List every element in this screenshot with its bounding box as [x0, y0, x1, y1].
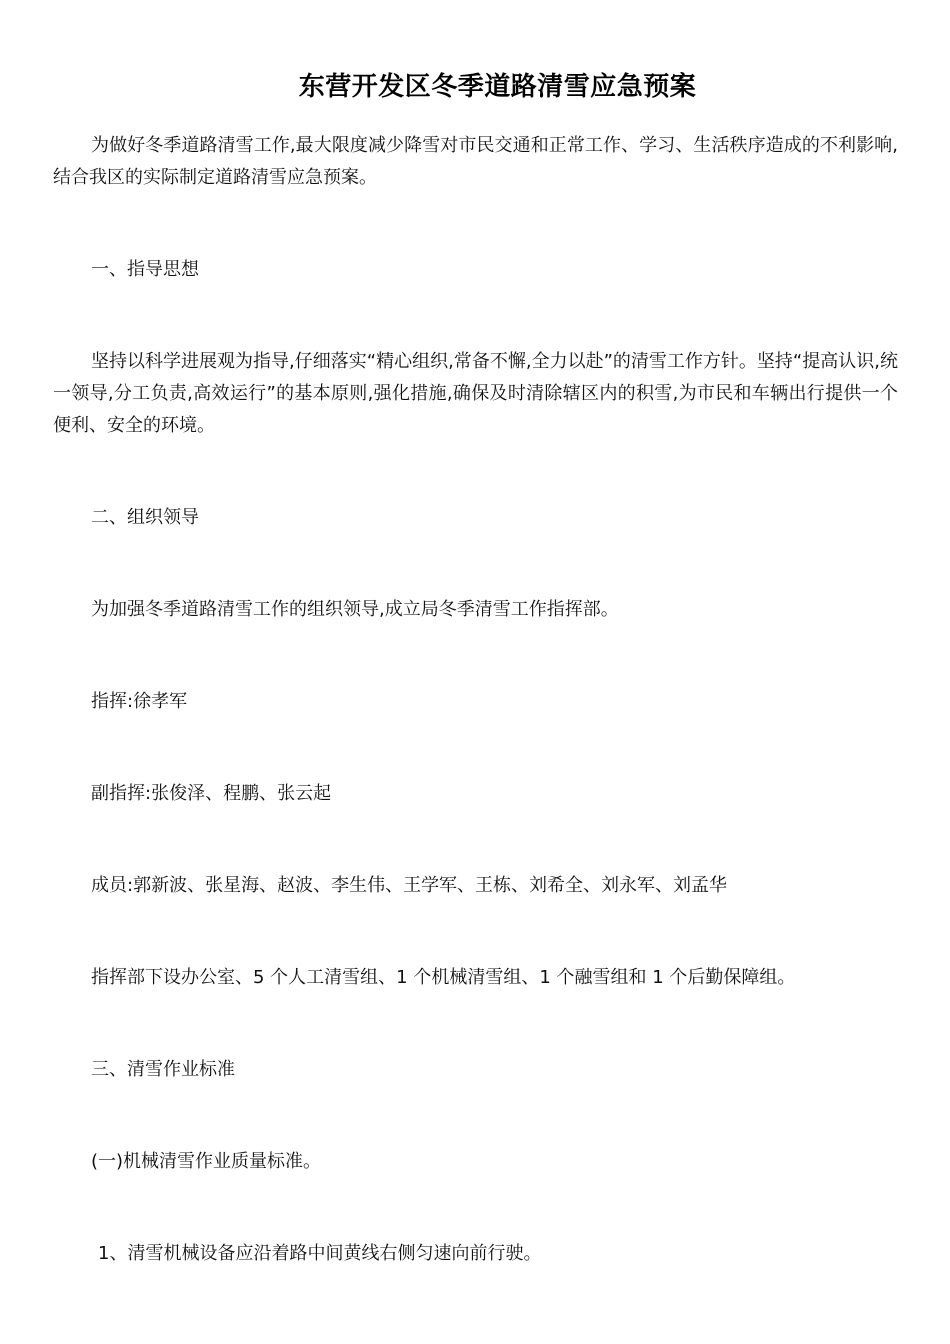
deputy-commanders-line: 副指挥:张俊泽、程鹏、张云起 — [91, 783, 332, 804]
section-heading-standards: 三、清雪作业标准 — [91, 1059, 235, 1080]
organization-paragraph: 为加强冬季道路清雪工作的组织领导,成立局冬季清雪工作指挥部。 — [91, 599, 619, 620]
section-heading-guiding-ideology: 一、指导思想 — [91, 259, 199, 280]
intro-paragraph: 为做好冬季道路清雪工作,最大限度减少降雪对市民交通和正常工作、学习、生活秩序造成的不利影响,结合我区的实际制定道路清雪应急预案。 — [53, 135, 898, 188]
section-heading-organization: 二、组织领导 — [91, 507, 199, 528]
list-item: 1、清雪机械设备应沿着路中间黄线右侧匀速向前行驶。 — [98, 1243, 542, 1264]
commander-line: 指挥:徐孝军 — [91, 691, 188, 712]
members-line: 成员:郭新波、张星海、赵波、李生伟、王学军、王栋、刘希全、刘永军、刘孟华 — [91, 875, 728, 896]
document-title: 东营开发区冬季道路清雪应急预案 — [298, 72, 697, 103]
subsection-heading-mechanical: (一)机械清雪作业质量标准。 — [91, 1151, 322, 1172]
subdivisions-line: 指挥部下设办公室、5 个人工清雪组、1 个机械清雪组、1 个融雪组和 1 个后勤保障组。 — [91, 967, 796, 988]
guiding-ideology-paragraph: 坚持以科学进展观为指导,仔细落实“精心组织,常备不懈,全力以赴”的清雪工作方针。坚持“提高认识,统一领导,分工负责,高效运行”的基本原则,强化措施,确保及时清除辖区内的积雪,为市民和车辆出行提供一个便利、安全的环境。 — [53, 351, 898, 436]
